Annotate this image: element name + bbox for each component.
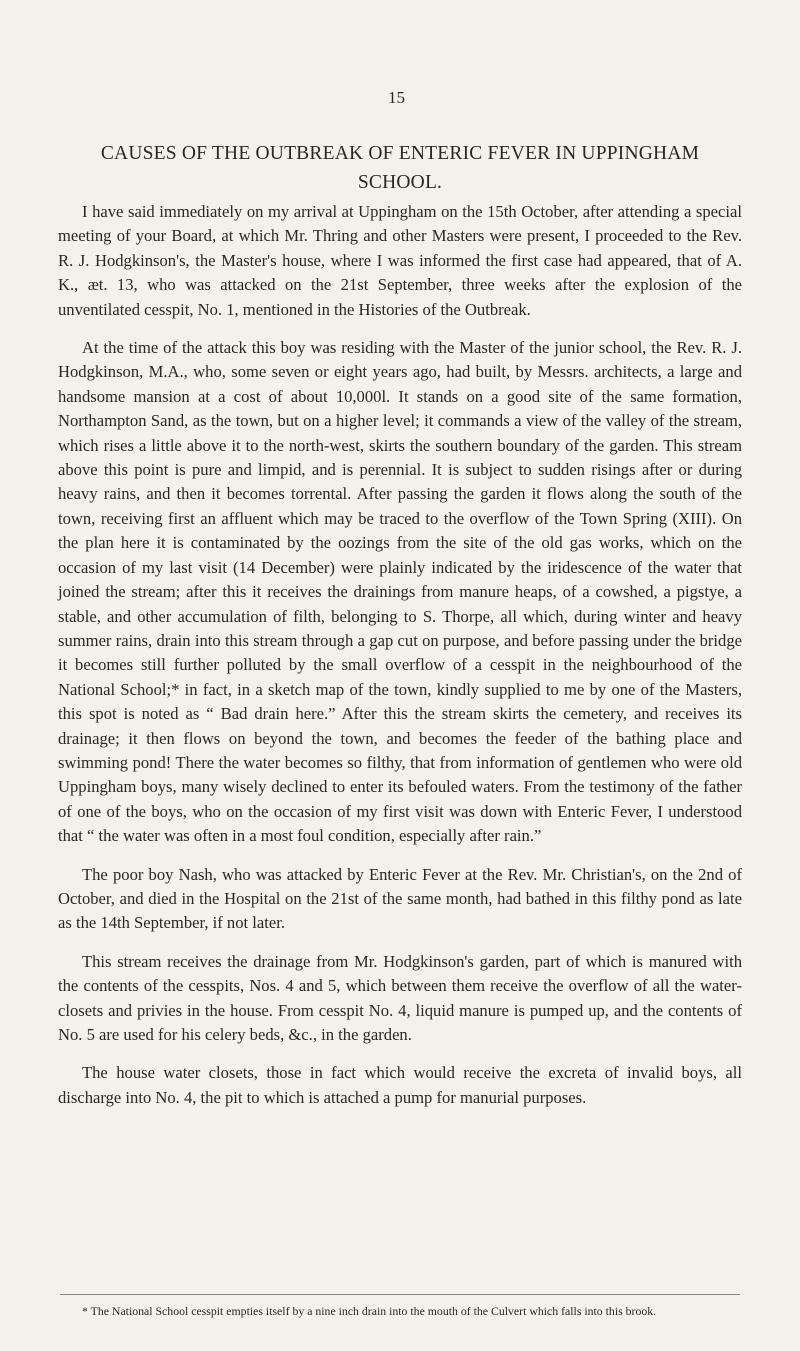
paragraph: The house water closets, those in fact which would receive the excreta of invalid boys, all discharge into No. 4, the pit to which is attached a pump for manurial purposes. (58, 1063, 742, 1107)
paragraph: The poor boy Nash, who was attacked by Enteric Fever at the Rev. Mr. Christian's, on the 2nd of October, and died in the Hospital on the 21st of the same month, had bathed in this filthy pond as late as the 14th September, if not later. (58, 864, 742, 933)
body-text (58, 200, 742, 1124)
paragraph: At the time of the attack this boy was residing with the Master of the junior school, the Rev. R. J. Hodgkinson, M.A., who, some seven or eight years ago, had built, by Messrs. architects, a large and handsome mansion at a cost of about 10,000l. It stands on a good site of the same formation, Northampton Sand, as the town, but on a higher level; it commands a view of the valley of the stream, which rises a little above it to the north-west, skirts the southern boundary of the garden. This stream above this point is pure and limpid, and is perennial. It is subject to sudden risings after or during heavy rains, and then it becomes torrental. After passing the garden it flows along the south of the town, receiving first an affluent which may be traced to the overflow of the Town Spring (XIII). On the plan here it is contaminated by the oozings from the site of the old gas works, which on the occasion of my last visit (14 December) were plainly indicated by the iridescence of the water that joined the stream; after this it receives the drainings from manure heaps, of a cowshed, a pigstye, a stable, and other accumulation of filth, belonging to S. Thorpe, all which, during winter and heavy summer rains, drain into this stream through a gap cut on purpose, and before passing under the bridge it becomes still further polluted by the small overflow of a cesspit in the neighbourhood of the National School;* in fact, in a sketch map of the town, kindly supplied to me by one of the Masters, this spot is noted as “ Bad drain here.” After this the stream skirts the cemetery, and receives its drainage; it then flows on beyond the town, and becomes the feeder of the bathing place and swimming pond! There the water becomes so filthy, that from information of gentlemen who were old Uppingham boys, many wisely declined to enter its befouled waters. From the testimony of the father of one of the boys, who on the occasion of my first visit was down with Enteric Fever, I understood that “ the water was often in a most foul condition, especially after rain.” (58, 338, 742, 846)
page-number: 15 (388, 88, 405, 107)
paragraph: I have said immediately on my arrival at Uppingham on the 15th October, after attending a special meeting of your Board, at which Mr. Thring and other Masters were present, I proceeded to the Rev. R. J. Hodgkinson's, the Master's house, where I was informed the first case had appeared, that of A. K., æt. 13, who was attacked on the 21st September, three weeks after the explosion of the unventilated cesspit, No. 1, mentioned in the Histories of the Outbreak. (58, 202, 742, 319)
footnote-divider (60, 1294, 740, 1295)
footnote: * The National School cesspit empties itself by a nine inch drain into the mouth of the Culvert which falls into this brook. (82, 1304, 657, 1318)
page-title: CAUSES OF THE OUTBREAK OF ENTERIC FEVER IN UPPINGHAM SCHOOL. (100, 143, 700, 193)
paragraph: This stream receives the drainage from Mr. Hodgkinson's garden, part of which is manured with the contents of the cesspits, Nos. 4 and 5, which between them receive the overflow of all the water-closets and privies in the house. From cesspit No. 4, liquid manure is pumped up, and the contents of No. 5 are used for his celery beds, &c., in the garden. (58, 951, 742, 1044)
